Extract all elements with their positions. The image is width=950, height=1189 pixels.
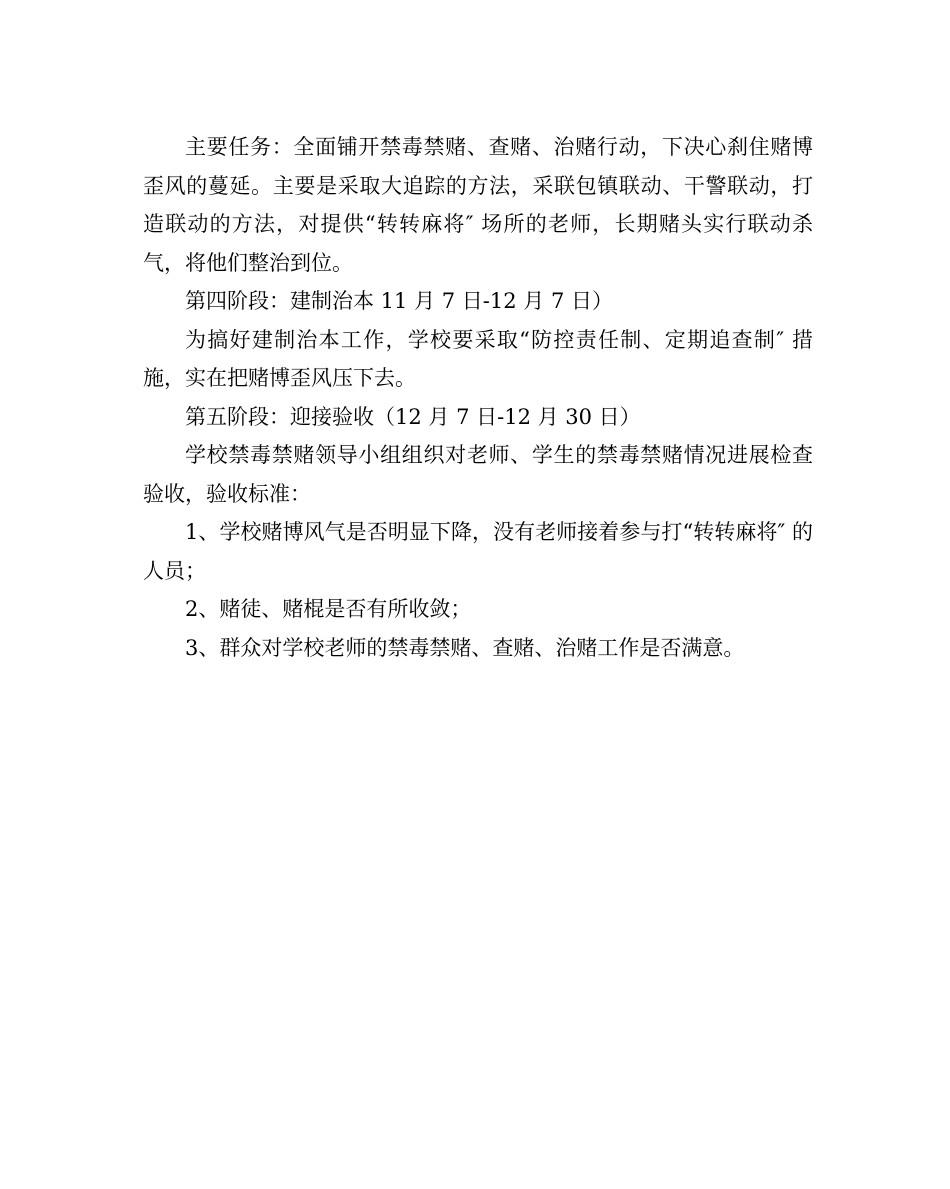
document-body bbox=[143, 128, 813, 667]
paragraph-criterion-3: 3、群众对学校老师的禁毒禁赌、查赌、治赌工作是否满意。 bbox=[185, 635, 745, 660]
paragraph-criterion-1: 1、学校赌博风气是否明显下降，没有老师接着参与打“转转麻将″ 的人员； bbox=[143, 520, 813, 583]
paragraph-stage-four-body: 为搞好建制治本工作，学校要采取“防控责任制、定期追查制″ 措施，实在把赌博歪风压下去。 bbox=[143, 327, 813, 390]
paragraph-main-task: 主要任务：全面铺开禁毒禁赌、查赌、治赌行动，下决心刹住赌博歪风的蔓延。主要是采取大追踪的方法，采联包镇联动、干警联动，打造联动的方法，对提供“转转麻将″ 场所的老师，长期赌头实行联动杀气，将他们整治到位。 bbox=[143, 135, 813, 275]
paragraph-stage-five-heading: 第五阶段：迎接验收（12 月 7 日-12 月 30 日） bbox=[185, 404, 641, 429]
paragraph-stage-five-body: 学校禁毒禁赌领导小组组织对老师、学生的禁毒禁赌情况进展检查验收，验收标准： bbox=[143, 443, 813, 506]
paragraph-stage-four-heading: 第四阶段：建制治本 11 月 7 日-12 月 7 日） bbox=[185, 289, 613, 313]
paragraph-criterion-2: 2、赌徒、赌棍是否有所收敛； bbox=[185, 597, 472, 621]
